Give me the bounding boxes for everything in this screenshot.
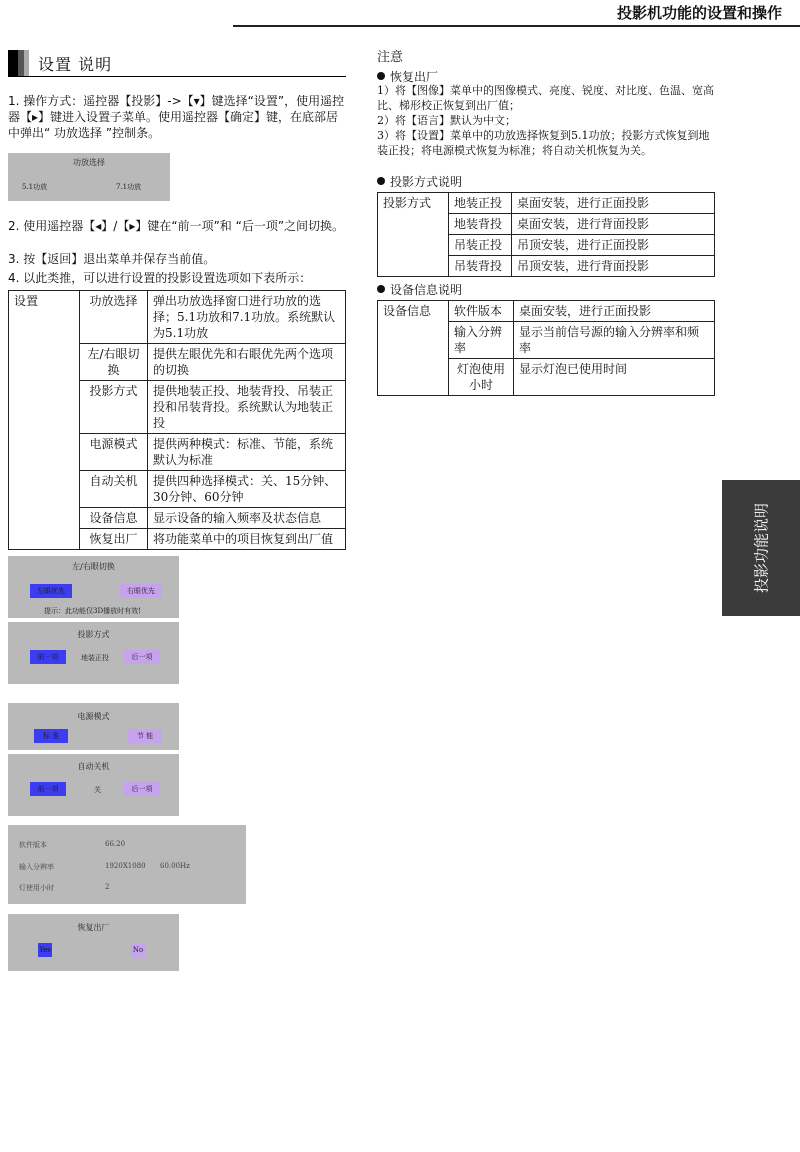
table-cell: 输入分辨率 [449,322,514,359]
dialog-title: 电源模式 [77,712,110,721]
table-cell: 提供地装正投、地装背投、吊装正投和吊装背投。系统默认为地装正投 [148,381,346,434]
table-cell: 提供四种选择模式：关、15分钟、30分钟、60分钟 [148,471,346,508]
table-cell: 软件版本 [449,301,514,322]
table-cell: 自动关机 [80,471,148,508]
device-info-heading-text: 设备信息说明 [390,283,463,297]
device-info-heading [377,281,462,298]
eye-switch-dialog [8,556,179,618]
bullet-icon [377,72,385,80]
dialog-title: 功放选择 [73,158,105,167]
table-cell: 功放选择 [80,291,148,344]
restore-heading-text: 恢复出厂 [390,70,439,84]
note-line: 1）将【图像】菜单中的图像模式、亮度、锐度、对比度、色温、宽高比、梯形校正恢复到出厂值； [377,84,714,112]
table-cell: 地装正投 [449,193,512,214]
current-value: 地装正投 [81,654,109,662]
table-cell: 灯泡使用小时 [449,359,514,396]
no-button[interactable]: No [131,943,145,957]
side-tab-text: 投影功能说明 [752,502,771,594]
table-row [378,301,715,322]
table-cell: 吊装背投 [449,256,512,277]
yes-button[interactable]: Yes [38,943,52,957]
table-row [9,291,346,344]
eco-option[interactable]: 节 能 [128,729,162,743]
left-eye-option[interactable]: 左眼优先 [30,584,72,598]
projection-dialog [8,622,179,684]
info-label: 输入分辨率 [19,863,54,871]
table-cell: 显示设备的输入频率及状态信息 [148,508,346,529]
amp-select-dialog [8,153,170,201]
bullet-icon [377,285,385,293]
table-cell: 将功能菜单中的项目恢复到出厂值 [148,529,346,550]
table-cell: 地装背投 [449,214,512,235]
info-value: 66.20 [105,840,126,848]
table-group-cell: 投影方式 [378,193,449,277]
device-info-dialog [8,825,246,904]
amp-option-7-1[interactable]: 7.1功放 [116,183,142,191]
chapter-side-tab [722,480,800,616]
auto-off-dialog [8,754,179,816]
dialog-title: 自动关机 [77,762,110,771]
power-mode-dialog [8,703,179,750]
dialog-title: 投影方式 [77,630,110,639]
prev-button[interactable]: 前一项 [30,650,66,664]
table-cell: 吊顶安装，进行背面投影 [512,256,715,277]
step-3: 3. 按【返回】退出菜单并保存当前值。 [8,252,216,266]
projection-table [377,192,715,277]
step-1: 1. 操作方式：遥控器【投影】->【▾】键选择“设置”，使用遥控器【▸】键进入设置子菜单。使用遥控器【确定】键，在底部居中弹出“ 功放选择 ”控制条。 [8,94,345,140]
section-title: 设置 说明 [38,55,113,74]
table-cell: 显示当前信号源的输入分辨率和频率 [514,322,715,359]
next-button[interactable]: 后一项 [124,650,160,664]
chapter-side-tab-label [722,480,800,616]
section-rule [8,76,346,77]
table-cell: 提供两种模式：标准、节能，系统默认为标准 [148,434,346,471]
table-cell: 投影方式 [80,381,148,434]
table-cell: 电源模式 [80,434,148,471]
dialog-title: 恢复出厂 [77,923,110,932]
settings-table [8,290,346,550]
projection-heading [377,173,462,190]
notes-title: 注意 [377,50,404,65]
table-cell: 桌面安装，进行正面投影 [514,301,715,322]
standard-option[interactable]: 标 准 [34,729,68,743]
right-eye-option[interactable]: 右眼优先 [120,584,162,598]
info-value: 2 [105,883,110,891]
dialog-title: 左/右眼切换 [72,562,115,571]
table-cell: 吊顶安装，进行正面投影 [512,235,715,256]
page-header-title: 投影机功能的设置和操作 [616,4,782,22]
device-info-table [377,300,715,396]
table-cell: 吊装正投 [449,235,512,256]
restore-notes [377,83,717,158]
factory-reset-dialog [8,914,179,971]
current-value: 关 [94,786,101,794]
step-4: 4. 以此类推，可以进行设置的投影设置选项如下表所示： [8,271,312,285]
dialog-hint: 提示：此功能仅3D播放时有效! [44,607,141,615]
table-cell: 显示灯泡已使用时间 [514,359,715,396]
table-cell: 桌面安装，进行背面投影 [512,214,715,235]
projection-heading-text: 投影方式说明 [390,175,463,189]
info-label: 软件版本 [19,841,47,849]
header-rule [233,25,800,27]
bullet-icon [377,177,385,185]
next-button[interactable]: 后一项 [124,782,160,796]
step-2: 2. 使用遥控器【◂】/【▸】键在“前一项”和 “后一项”之间切换。 [8,219,345,233]
table-group-cell: 设备信息 [378,301,449,396]
note-line: 2）将【语言】默认为中文； [377,114,516,127]
table-row [378,193,715,214]
table-cell: 恢复出厂 [80,529,148,550]
table-group-cell: 设置 [9,291,80,550]
info-value: 60.00Hz [160,862,190,870]
table-cell: 桌面安装，进行正面投影 [512,193,715,214]
table-cell: 设备信息 [80,508,148,529]
note-line: 3）将【设置】菜单中的功放选择恢复到5.1功放；投影方式恢复到地装正投；将电源模式恢复为标准；将自动关机恢复为关。 [377,129,710,157]
table-cell: 弹出功放选择窗口进行功放的选择；5.1功放和7.1功放。系统默认为5.1功放 [148,291,346,344]
amp-option-5-1[interactable]: 5.1功放 [22,183,48,191]
section-marker [24,50,29,76]
info-value: 1920X1080 [105,862,146,870]
table-cell: 提供左眼优先和右眼优先两个选项的切换 [148,344,346,381]
section-marker [8,50,18,76]
info-label: 灯使用小时 [19,884,54,892]
prev-button[interactable]: 前一项 [30,782,66,796]
table-cell: 左/右眼切换 [80,344,148,381]
